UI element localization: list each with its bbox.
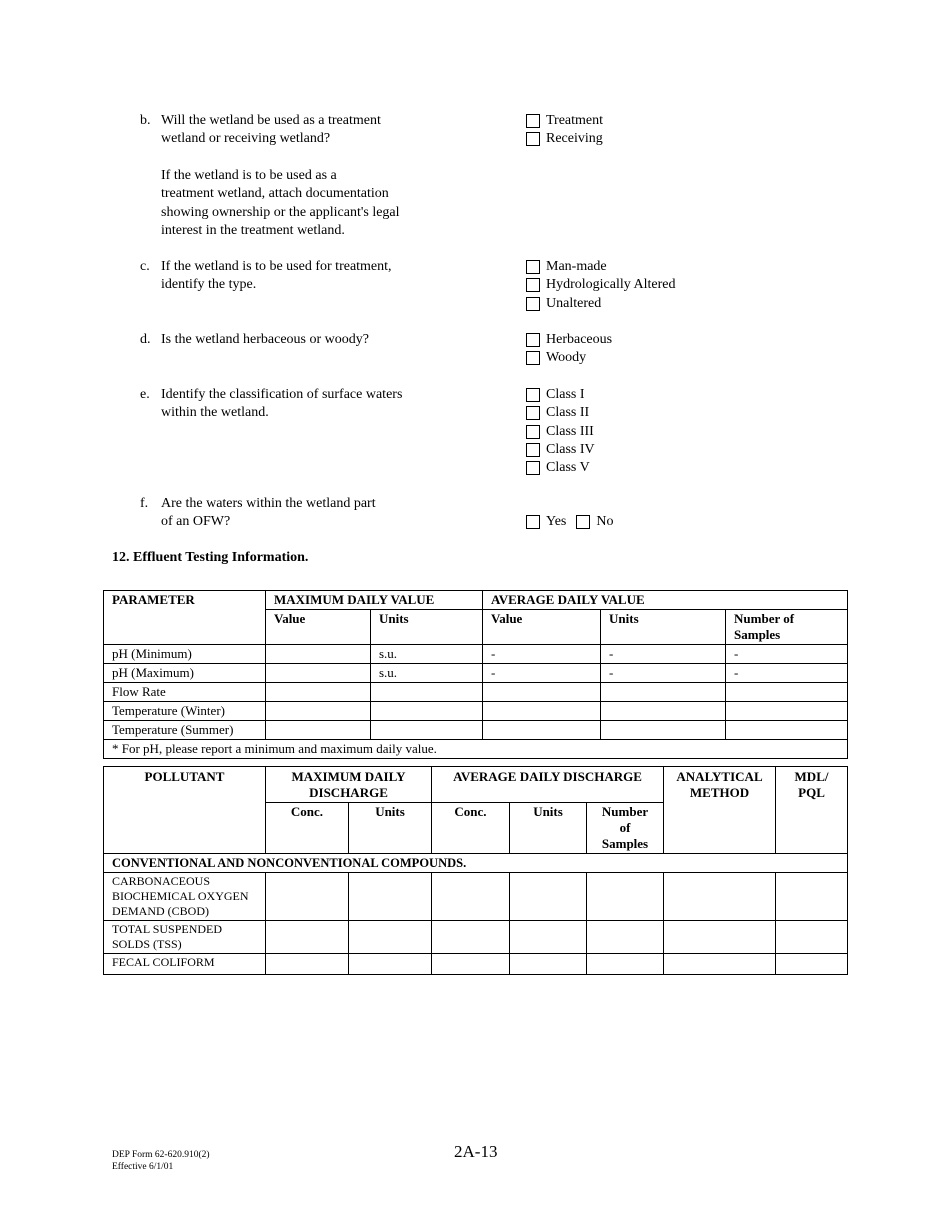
header-avg-daily-value: AVERAGE DAILY VALUE xyxy=(483,591,848,610)
question-f-line2: of an OFW? xyxy=(161,514,231,530)
entry-cell[interactable] xyxy=(587,873,664,921)
header-analytical-method: ANALYTICAL METHOD xyxy=(664,767,776,854)
max-value-cell[interactable] xyxy=(266,683,371,702)
class-iv-checkbox[interactable] xyxy=(526,443,540,457)
question-e-options xyxy=(526,386,595,477)
section-title: 12. Effluent Testing Information. xyxy=(112,550,309,565)
max-units-cell: s.u. xyxy=(371,664,483,683)
header-max-daily-value: MAXIMUM DAILY VALUE xyxy=(266,591,483,610)
header-units: Units xyxy=(349,803,432,854)
question-c-options xyxy=(526,258,675,313)
header-pollutant: POLLUTANT xyxy=(104,767,266,854)
option-class-iv[interactable] xyxy=(526,441,595,459)
header-value: Value xyxy=(266,610,371,645)
entry-cell[interactable] xyxy=(587,954,664,975)
question-b-note-1: If the wetland is to be used as a xyxy=(161,167,337,183)
question-b-letter: b. xyxy=(140,113,151,128)
question-c xyxy=(140,258,440,295)
question-e-line2: within the wetland. xyxy=(161,405,269,421)
option-label: Receiving xyxy=(546,131,603,147)
header-avg-daily-discharge: AVERAGE DAILY DISCHARGE xyxy=(432,767,664,803)
option-label: No xyxy=(596,514,614,530)
samples-cell: - xyxy=(726,664,848,683)
question-b xyxy=(140,112,440,240)
max-units-cell[interactable] xyxy=(371,702,483,721)
max-units-cell: s.u. xyxy=(371,645,483,664)
header-number-of-samples: Number of Samples xyxy=(587,803,664,854)
man-made-checkbox[interactable] xyxy=(526,260,540,274)
question-c-line2: identify the type. xyxy=(161,277,257,293)
question-b-line1: Will the wetland be used as a treatment xyxy=(161,113,381,128)
class-iii-checkbox[interactable] xyxy=(526,425,540,439)
option-receiving[interactable] xyxy=(526,130,603,148)
question-c-line1: If the wetland is to be used for treatment, xyxy=(161,259,392,274)
samples-cell: - xyxy=(726,645,848,664)
entry-cell[interactable] xyxy=(776,921,848,954)
max-value-cell[interactable] xyxy=(266,664,371,683)
parameter-table xyxy=(103,590,848,759)
max-units-cell[interactable] xyxy=(371,683,483,702)
entry-cell[interactable] xyxy=(664,921,776,954)
param-cell: Temperature (Summer) xyxy=(104,721,266,740)
header-number-of-samples: Number of Samples xyxy=(726,610,848,645)
option-label: Yes xyxy=(546,514,567,530)
table-row xyxy=(104,645,848,664)
option-label: Woody xyxy=(546,350,587,366)
header-conc-avg: Conc. xyxy=(432,803,510,854)
header-units-avg: Units xyxy=(510,803,587,854)
avg-units-cell[interactable] xyxy=(601,702,726,721)
table-row xyxy=(104,664,848,683)
header-mdl-pql: MDL/ PQL xyxy=(776,767,848,854)
question-e-letter: e. xyxy=(140,387,150,402)
entry-cell[interactable] xyxy=(510,873,587,921)
max-units-cell[interactable] xyxy=(371,721,483,740)
max-value-cell[interactable] xyxy=(266,721,371,740)
table-row xyxy=(104,683,848,702)
entry-cell[interactable] xyxy=(349,873,432,921)
entry-cell[interactable] xyxy=(432,954,510,975)
unaltered-checkbox[interactable] xyxy=(526,297,540,311)
form-id xyxy=(112,1149,210,1173)
effective-date: Effective 6/1/01 xyxy=(112,1162,174,1172)
question-b-note-4: interest in the treatment wetland. xyxy=(161,223,345,239)
option-label: Class III xyxy=(546,423,594,439)
question-f-options xyxy=(526,513,624,531)
hydrologically-altered-checkbox[interactable] xyxy=(526,278,540,292)
samples-cell[interactable] xyxy=(726,721,848,740)
class-ii-checkbox[interactable] xyxy=(526,406,540,420)
treatment-checkbox[interactable] xyxy=(526,114,540,128)
page-number: 2A-13 xyxy=(454,1142,498,1161)
option-woody[interactable] xyxy=(526,349,612,367)
form-number: DEP Form 62-620.910(2) xyxy=(112,1150,210,1160)
option-treatment[interactable] xyxy=(526,112,603,130)
samples-cell[interactable] xyxy=(726,683,848,702)
avg-units-cell: - xyxy=(601,645,726,664)
option-no[interactable] xyxy=(576,513,613,531)
question-b-note-3: showing ownership or the applicant's legal xyxy=(161,204,400,220)
table-row xyxy=(104,954,848,975)
question-d-letter: d. xyxy=(140,332,151,347)
class-i-checkbox[interactable] xyxy=(526,388,540,402)
samples-cell[interactable] xyxy=(726,702,848,721)
avg-value-cell[interactable] xyxy=(483,702,601,721)
avg-units-cell[interactable] xyxy=(601,721,726,740)
header-max-daily-discharge: MAXIMUM DAILY DISCHARGE xyxy=(266,767,432,803)
question-f xyxy=(140,495,440,532)
avg-units-cell[interactable] xyxy=(601,683,726,702)
class-v-checkbox[interactable] xyxy=(526,461,540,475)
pollutant-cell: CARBONACEOUS BIOCHEMICAL OXYGEN DEMAND (CBOD) xyxy=(104,873,266,921)
receiving-checkbox[interactable] xyxy=(526,132,540,146)
entry-cell[interactable] xyxy=(776,873,848,921)
param-cell: pH (Maximum) xyxy=(104,664,266,683)
question-d xyxy=(140,331,440,349)
avg-value-cell: - xyxy=(483,664,601,683)
entry-cell[interactable] xyxy=(664,873,776,921)
question-d-options xyxy=(526,331,612,368)
option-man-made[interactable] xyxy=(526,258,675,276)
entry-cell[interactable] xyxy=(349,921,432,954)
option-label: Class II xyxy=(546,405,590,421)
max-value-cell[interactable] xyxy=(266,702,371,721)
question-c-letter: c. xyxy=(140,259,150,274)
entry-cell[interactable] xyxy=(510,921,587,954)
question-d-line1: Is the wetland herbaceous or woody? xyxy=(161,332,369,347)
no-checkbox[interactable] xyxy=(576,515,590,529)
entry-cell[interactable] xyxy=(266,921,349,954)
header-units-avg: Units xyxy=(601,610,726,645)
entry-cell[interactable] xyxy=(776,954,848,975)
header-parameter: PARAMETER xyxy=(104,591,266,645)
avg-value-cell: - xyxy=(483,645,601,664)
option-label: Man-made xyxy=(546,259,607,274)
option-herbaceous[interactable] xyxy=(526,331,612,349)
table-row xyxy=(104,702,848,721)
group-header: CONVENTIONAL AND NONCONVENTIONAL COMPOUNDS. xyxy=(104,854,848,873)
woody-checkbox[interactable] xyxy=(526,351,540,365)
header-conc: Conc. xyxy=(266,803,349,854)
option-yes[interactable] xyxy=(526,513,566,531)
option-class-v[interactable] xyxy=(526,459,595,477)
question-f-letter: f. xyxy=(140,496,149,511)
ph-note: * For pH, please report a minimum and maximum daily value. xyxy=(104,740,848,759)
header-units: Units xyxy=(371,610,483,645)
max-value-cell[interactable] xyxy=(266,645,371,664)
pollutant-cell: TOTAL SUSPENDED SOLDS (TSS) xyxy=(104,921,266,954)
table-row xyxy=(104,873,848,921)
entry-cell[interactable] xyxy=(266,873,349,921)
header-value-avg: Value xyxy=(483,610,601,645)
option-hydrologically-altered[interactable] xyxy=(526,276,675,294)
entry-cell[interactable] xyxy=(664,954,776,975)
option-label: Class I xyxy=(546,387,585,402)
option-class-i[interactable] xyxy=(526,386,595,404)
option-unaltered[interactable] xyxy=(526,295,675,313)
avg-units-cell: - xyxy=(601,664,726,683)
entry-cell[interactable] xyxy=(349,954,432,975)
entry-cell[interactable] xyxy=(587,921,664,954)
option-class-ii[interactable] xyxy=(526,404,595,422)
option-label: Class IV xyxy=(546,441,595,457)
option-label: Class V xyxy=(546,460,590,476)
table-row xyxy=(104,921,848,954)
question-e-line1: Identify the classification of surface waters xyxy=(161,387,403,402)
avg-value-cell[interactable] xyxy=(483,683,601,702)
question-b-note-2: treatment wetland, attach documentation xyxy=(161,186,389,202)
param-cell: Flow Rate xyxy=(104,683,266,702)
param-cell: Temperature (Winter) xyxy=(104,702,266,721)
entry-cell[interactable] xyxy=(266,954,349,975)
option-class-iii[interactable] xyxy=(526,423,595,441)
herbaceous-checkbox[interactable] xyxy=(526,333,540,347)
question-b-line2: wetland or receiving wetland? xyxy=(161,131,331,147)
avg-value-cell[interactable] xyxy=(483,721,601,740)
entry-cell[interactable] xyxy=(510,954,587,975)
yes-checkbox[interactable] xyxy=(526,515,540,529)
entry-cell[interactable] xyxy=(432,873,510,921)
question-e xyxy=(140,386,440,423)
param-cell: pH (Minimum) xyxy=(104,645,266,664)
entry-cell[interactable] xyxy=(432,921,510,954)
option-label: Hydrologically Altered xyxy=(546,277,676,293)
pollutant-cell: FECAL COLIFORM xyxy=(104,954,266,975)
pollutant-table xyxy=(103,766,848,975)
table-row xyxy=(104,721,848,740)
question-b-options xyxy=(526,112,603,149)
option-label: Herbaceous xyxy=(546,332,613,347)
option-label: Unaltered xyxy=(546,295,602,311)
question-f-line1: Are the waters within the wetland part xyxy=(161,496,376,511)
option-label: Treatment xyxy=(546,113,604,128)
